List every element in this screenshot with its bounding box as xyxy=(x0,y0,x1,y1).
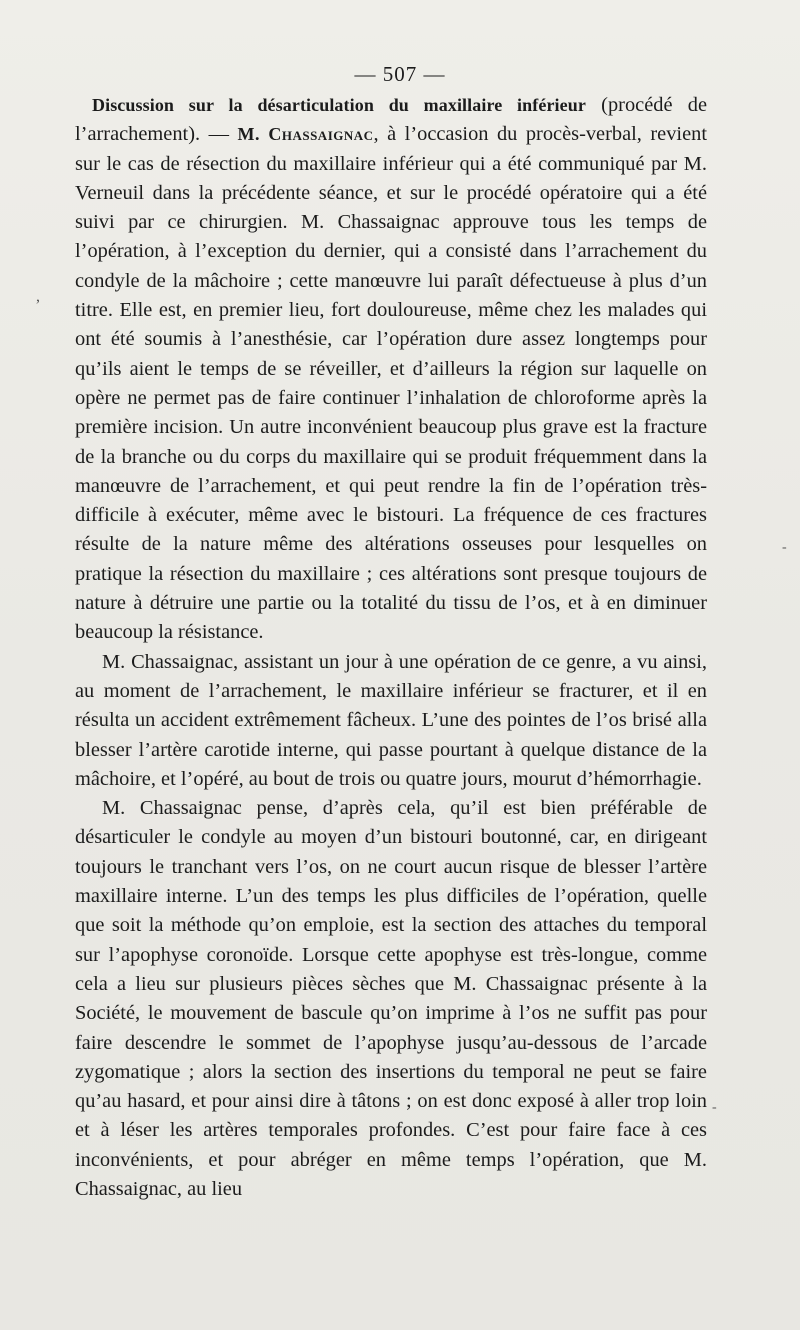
page-number: — 507 — xyxy=(354,62,446,86)
paragraph-1-text: , à l’occasion du procès-verbal, revient sur le cas de résection du maxillaire inférieur qui a été communiqué par M. Verneuil dans la précédente séance, et sur le procédé opératoire qui a été suivi par ce chirurgien. M. Chassaignac approuve tous les temps de l’opération, à l’exception du dernier, qui a consisté dans l’arrachement du condyle de la mâchoire ; cette manœuvre lui paraît défectueuse à plus d’un titre. Elle est, en premier lieu, fort douloureuse, même chez les malades qui ont été soumis à l’anesthésie, car l’opération dure assez longtemps pour qu’ils aient le temps de se réveiller, et d’ailleurs la région sur laquelle on opère ne permet pas de faire continuer l’inhalation de chloroforme après la première incision. Un autre inconvénient beaucoup plus grave est la fracture de la branche ou du corps du maxillaire qui se produit fréquemment dans la manœuvre de l’arrachement, et qui peut rendre la fin de l’opération très-difficile à exécuter, même avec le bistouri. La fréquence de ces fractures résulte de la nature même des altérations osseuses pour lesquelles on pratique la résection du maxillaire ; ces altérations sont presque toujours de nature à détruire une partie ou la totalité du tissu de l’os, et à en diminuer beaucoup la résistance. xyxy=(75,123,708,644)
paragraph-2: M. Chassaignac, assistant un jour à une opération de ce genre, a vu ainsi, au moment de l’arrachement, le maxillaire inférieur se fracturer, et il en résulta un accident extrêmement fâcheux. L’une des pointes de l’os brisé alla blesser l’artère carotide interne, qui passe pourtant à quelque distance de la mâchoire, et l’opéré, au bout de trois ou quatre jours, mourut d’hémorrhagie. xyxy=(75,650,707,790)
margin-stray-mark: , xyxy=(36,288,40,305)
body-text xyxy=(75,91,707,1204)
paragraph-3: M. Chassaignac pense, d’après cela, qu’il est bien préférable de désarticuler le condyle au moyen d’un bistouri boutonné, car, en dirigeant toujours le tranchant vers l’os, on ne court aucun risque de blesser l’artère maxillaire interne. L’un des temps les plus difficiles de l’opération, quelle que soit la méthode qu’on emploie, est la section des attaches du temporal sur l’apophyse coronoïde. Lorsque cette apophyse est très-longue, comme cela a lieu sur plusieurs pièces sèches que M. Chassaignac présente à la Société, le mouvement de bascule qu’on imprime à l’os ne suffit pas pour faire descendre le sommet de l’apophyse jusqu’au-dessous de l’arcade zygomatique ; alors la section des insertions du temporal ne peut se faire qu’au hasard, et pour ainsi dire à tâtons ; on est donc exposé à aller trop loin et à léser les artères temporales profondes. C’est pour faire face à ces inconvénients, et pour abréger en même temps l’opération, que M. Chassaignac, au lieu xyxy=(75,797,707,1200)
speaker-name: M. Chassaignac xyxy=(237,124,374,145)
margin-stray-mark: - xyxy=(712,1100,717,1115)
paragraph-1 xyxy=(75,91,707,648)
margin-stray-mark: - xyxy=(782,540,787,555)
heading-continuation: (procédé de l’arrachement). — xyxy=(75,94,707,146)
section-heading: Discussion sur la désarticulation du maxillaire inférieur xyxy=(92,95,586,115)
